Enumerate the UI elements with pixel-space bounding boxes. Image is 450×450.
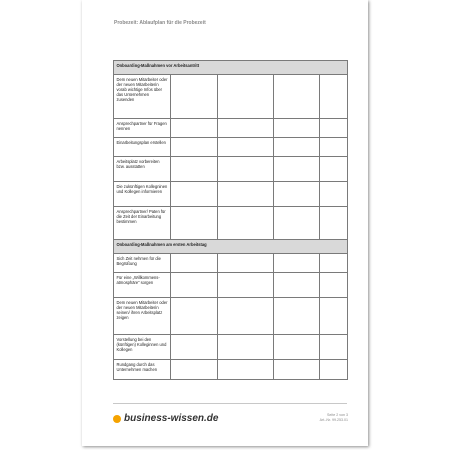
empty-cell: [320, 254, 348, 273]
empty-cell: [218, 157, 274, 182]
section-heading: Onboarding-Maßnahmen am ersten Arbeitstag: [114, 240, 348, 254]
table-row: [114, 138, 348, 157]
empty-cell: [274, 157, 320, 182]
task-cell: Rundgang durch das Unternehmen machen: [114, 360, 171, 380]
empty-cell: [171, 182, 218, 207]
task-cell: Arbeitsplatz vorbereiten bzw. ausstatten: [114, 157, 171, 182]
section-header-row: [114, 61, 348, 75]
empty-cell: [218, 119, 274, 138]
empty-cell: [218, 335, 274, 360]
table-row: [114, 335, 348, 360]
task-cell: Dem neuen Mitarbeiter oder der neuen Mitarbeiterin seinen/ ihren Arbeitsplatz zeigen: [114, 298, 171, 335]
empty-cell: [218, 273, 274, 298]
empty-cell: [171, 254, 218, 273]
article-number: Art.-Nr. 99.253.01: [319, 418, 348, 422]
empty-cell: [320, 298, 348, 335]
empty-cell: [218, 138, 274, 157]
section-heading: Onboarding-Maßnahmen vor Arbeitsantritt: [114, 61, 348, 75]
empty-cell: [274, 75, 320, 119]
empty-cell: [274, 254, 320, 273]
empty-cell: [218, 207, 274, 240]
empty-cell: [320, 157, 348, 182]
empty-cell: [171, 360, 218, 380]
empty-cell: [218, 182, 274, 207]
empty-cell: [171, 298, 218, 335]
empty-cell: [171, 119, 218, 138]
empty-cell: [218, 254, 274, 273]
empty-cell: [171, 75, 218, 119]
empty-cell: [320, 138, 348, 157]
task-cell: Dem neuen Mitarbeiter oder der neuen Mitarbeiterin vorab wichtige Infos über das Unternehmen zusenden: [114, 75, 171, 119]
task-cell: Die zukünftigen Kollegninen und Kollegen informieren: [114, 182, 171, 207]
task-cell: Für eine „Willkommens-atmosphäre“ sorgen: [114, 273, 171, 298]
empty-cell: [171, 157, 218, 182]
document-title: Probezeit: Ablaufplan für die Probezeit: [114, 20, 206, 26]
table-row: [114, 75, 348, 119]
empty-cell: [274, 207, 320, 240]
empty-cell: [171, 335, 218, 360]
empty-cell: [320, 335, 348, 360]
table-row: [114, 273, 348, 298]
document-page: [82, 0, 368, 446]
empty-cell: [218, 75, 274, 119]
footer-meta: [282, 413, 348, 423]
empty-cell: [274, 298, 320, 335]
table-row: [114, 360, 348, 380]
footer-divider: [113, 403, 347, 404]
table-row: [114, 207, 348, 240]
empty-cell: [320, 273, 348, 298]
empty-cell: [274, 182, 320, 207]
empty-cell: [171, 207, 218, 240]
table-row: [114, 298, 348, 335]
table-row: [114, 182, 348, 207]
task-cell: Ansprechpartner für Fragen nennen: [114, 119, 171, 138]
logo-text: business-wissen.de: [124, 413, 219, 424]
empty-cell: [320, 182, 348, 207]
brand-logo[interactable]: [113, 413, 218, 424]
logo-dot-icon: [113, 415, 121, 423]
empty-cell: [274, 119, 320, 138]
table-row: [114, 157, 348, 182]
empty-cell: [218, 360, 274, 380]
task-cell: Einarbeitungsplan erstellen: [114, 138, 171, 157]
empty-cell: [320, 207, 348, 240]
task-cell: Sich Zeit nehmen für die Begrüßung: [114, 254, 171, 273]
empty-cell: [171, 138, 218, 157]
table-row: [114, 254, 348, 273]
empty-cell: [274, 273, 320, 298]
empty-cell: [171, 273, 218, 298]
empty-cell: [274, 138, 320, 157]
empty-cell: [274, 335, 320, 360]
empty-cell: [320, 119, 348, 138]
onboarding-table: [113, 60, 348, 380]
table-row: [114, 119, 348, 138]
empty-cell: [320, 75, 348, 119]
task-cell: Vorstellung bei den (künftigen) Kolleginnen und Kollegen: [114, 335, 171, 360]
empty-cell: [218, 298, 274, 335]
page-info: Seite 2 von 3: [327, 413, 348, 417]
task-cell: Ansprechpartner/ Paten für die Zeit der Einarbeitung bestimmen: [114, 207, 171, 240]
empty-cell: [274, 360, 320, 380]
empty-cell: [320, 360, 348, 380]
section-header-row: [114, 240, 348, 254]
